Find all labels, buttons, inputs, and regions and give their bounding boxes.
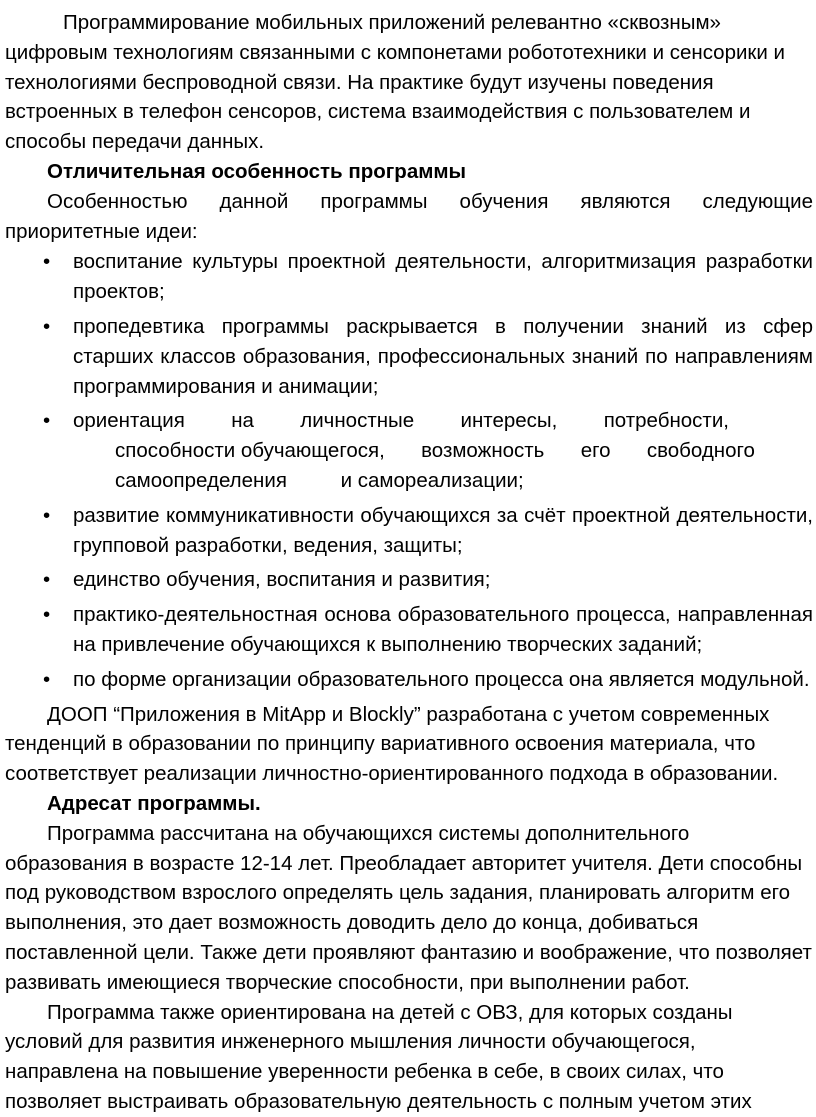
feature-intro-paragraph: Особенностью данной программы обучения являются следующие приоритетные идеи: [5,189,813,243]
list-item-text: развитие коммуникативности обучающихся за счёт проектной деятельности, групповой разработки, ведения, защиты; [73,503,813,557]
list-item [5,501,813,561]
word: ориентация [73,409,185,433]
intro-paragraph: Программирование мобильных приложений релевантно «сквозным» цифровым технологиям связанными с компонетами робототехники и сенсорики и технологиями беспроводной связи. На практике будут изучены поведения встроенных в телефон сенсоров, система взаимодействия с пользователем и способы передачи данных. [5,11,786,154]
word: самоопределения [115,468,287,492]
list-item [5,565,813,595]
list-item-text: единство обучения, воспитания и развития; [73,568,491,592]
document-page [5,8,813,1117]
bullet-marker: • [43,314,51,338]
word: интересы, [460,409,558,433]
word: свободного [646,439,755,463]
bullet-marker: • [43,250,51,274]
bullet-marker: • [43,503,51,527]
doop-paragraph: ДООП “Приложения в MitApp и Blockly” разработана с учетом современных тенденций в образовании по принципу вариативного освоения материала, что соответствует реализации личностно-ориентированного подхода в образовании. [5,702,779,786]
word: возможность [421,439,545,463]
list-item-text: воспитание культуры проектной деятельности, алгоритмизация разработки проектов; [73,250,813,304]
list-item [5,247,813,307]
audience-paragraph: Программа рассчитана на обучающихся системы дополнительного образования в возрасте 12-14 лет. Преобладает авторитет учителя. Дети способны под руководством взрослого определять цель задания, планировать алгоритм его выполнения, это дает возможность доводить дело до конца, добиваться поставленной цели. Также дети проявляют фантазию и воображение, что позволяет развивать имеющиеся творческие способности, при выполнении работ. [5,821,812,994]
feature-list [5,247,813,694]
word: личностные [300,409,415,433]
section-heading-audience: Адресат программы. [47,791,261,815]
bullet-marker: • [43,603,51,627]
ovz-paragraph: Программа также ориентирована на детей с ОВЗ, для которых созданы условий для развития инженерного мышления личности обучающегося, направлена на повышение уверенности ребенка в себе, в своих силах, что позволяет выстраивать образовательную деятельность с полным учетом этих [5,1000,752,1113]
section-heading-feature: Отличительная особенность программы [47,159,467,183]
list-item-text: по форме организации образовательного процесса она является модульной. [73,667,810,691]
orientation-line-2 [73,436,813,466]
bullet-marker: • [43,409,51,433]
word: его [580,439,611,463]
word: и самореализации; [340,468,524,492]
bullet-marker: • [43,568,51,592]
list-item [5,406,813,495]
list-item-text: практико-деятельностная основа образовательного процесса, направленная на привлечение обучающихся к выполнению творческих заданий; [73,603,813,656]
list-item [5,312,813,401]
list-item-text: пропедевтика программы раскрывается в получении знаний из сфер старших классов образования, профессиональных знаний по направлениям программирования и анимации; [73,314,813,398]
word: потребности, [603,409,729,433]
list-item [5,600,813,660]
word: на [231,409,254,433]
word: способности обучающегося, [115,439,385,463]
list-item [5,665,813,695]
bullet-marker: • [43,667,51,691]
orientation-line-3 [73,466,813,496]
orientation-line-1 [73,406,813,436]
